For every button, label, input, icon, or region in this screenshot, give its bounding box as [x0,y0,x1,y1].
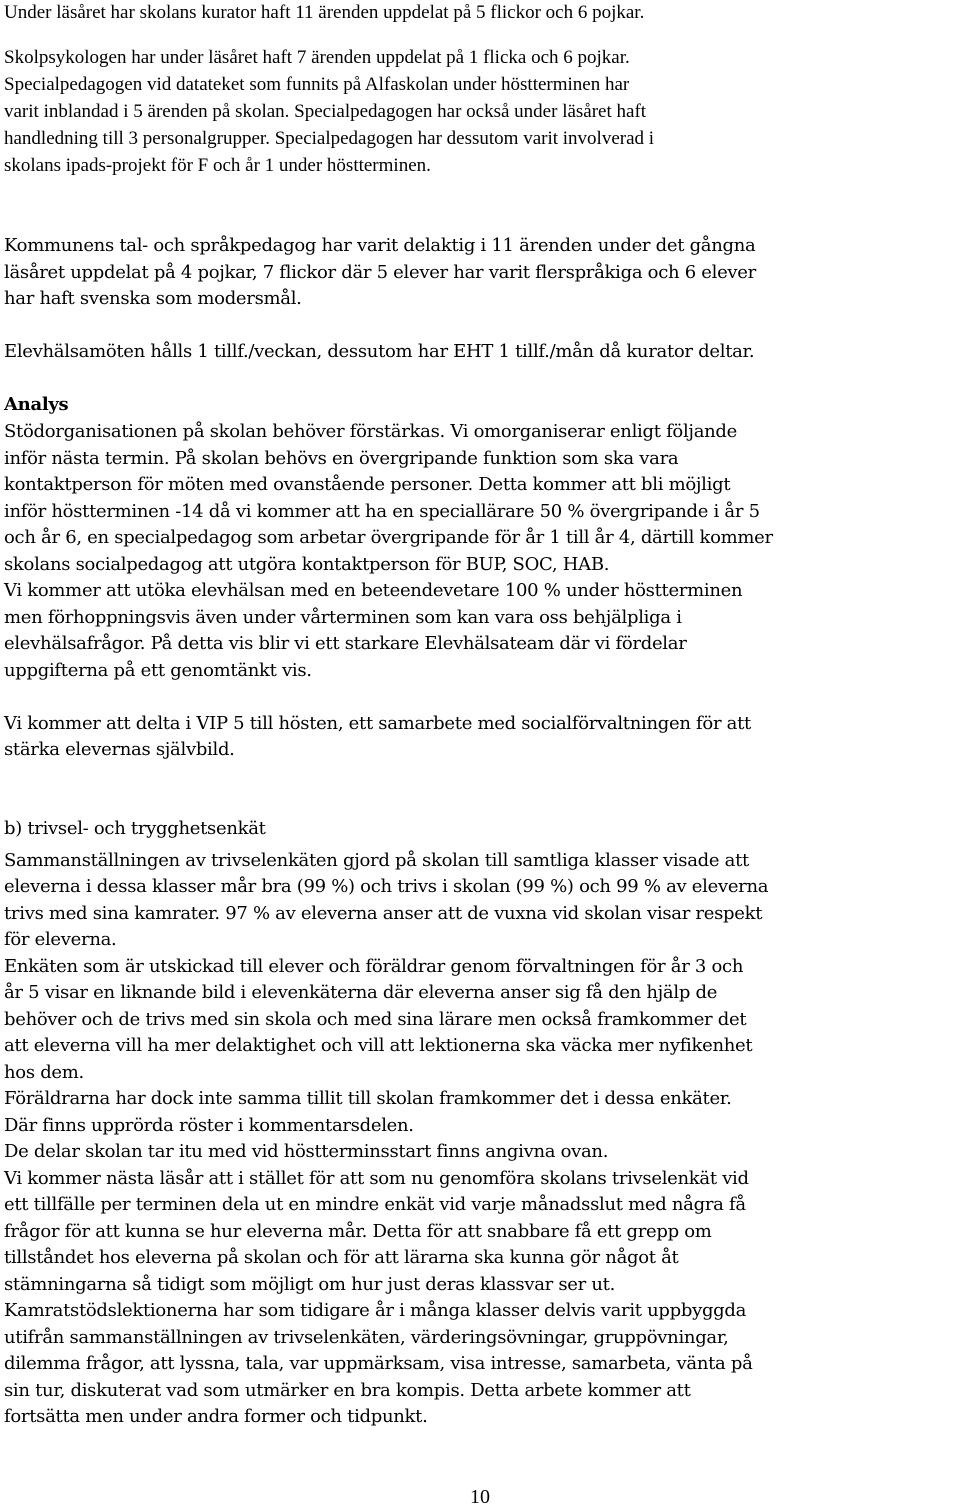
section-heading-analys: Analys [4,394,69,415]
paragraph-line: skolans ipads-projekt för F och år 1 under höstterminen. [4,155,431,176]
paragraph-line: eleverna i dessa klasser mår bra (99 %) och trivs i skolan (99 %) och 99 % av eleverna [4,876,769,897]
paragraph-line: men förhoppningsvis även under vårterminen som kan vara oss behjälpliga i [4,607,682,628]
paragraph-line: för eleverna. [4,929,117,950]
paragraph-line: De delar skolan tar itu med vid höstterminsstart finns angivna ovan. [4,1141,609,1162]
paragraph-line: elevhälsafrågor. På detta vis blir vi ett starkare Elevhälsateam där vi fördelar [4,633,687,654]
paragraph-line: år 5 visar en liknande bild i elevenkäterna där eleverna anser sig få den hjälp de [4,982,718,1003]
paragraph-line: ett tillfälle per terminen dela ut en mindre enkät vid varje månadsslut med några få [4,1194,746,1215]
paragraph-line: frågor för att kunna se hur eleverna mår. Detta för att snabbare få ett grepp om [4,1221,712,1242]
paragraph-line: Kamratstödslektionerna har som tidigare år i många klasser delvis varit uppbyggda [4,1300,747,1321]
paragraph-line: att eleverna vill ha mer delaktighet och vill att lektionerna ska väcka mer nyfikenhet [4,1035,753,1056]
paragraph-line: har haft svenska som modersmål. [4,288,302,309]
section-heading-b: b) trivsel- och trygghetsenkät [4,818,266,839]
paragraph-line: varit inblandad i 5 ärenden på skolan. Specialpedagogen har också under läsåret haft [4,101,647,122]
paragraph-line: Vi kommer nästa läsår att i stället för att som nu genomföra skolans trivselenkät vid [4,1168,749,1189]
paragraph-line: fortsätta men under andra former och tidpunkt. [4,1406,428,1427]
paragraph-line: Vi kommer att delta i VIP 5 till hösten, ett samarbete med socialförvaltningen för att [4,713,751,734]
paragraph-line: Sammanställningen av trivselenkäten gjord på skolan till samtliga klasser visade att [4,850,749,871]
paragraph-line: stämningarna så tidigt som möjligt om hur just deras klassvar ser ut. [4,1274,616,1295]
paragraph-line: inför nästa termin. På skolan behövs en övergripande funktion som ska vara [4,448,679,469]
paragraph-line: stärka elevernas självbild. [4,739,235,760]
paragraph-line: kontaktperson för möten med ovanstående personer. Detta kommer att bli möjligt [4,474,731,495]
paragraph-line: Stödorganisationen på skolan behöver förstärkas. Vi omorganiserar enligt följande [4,421,738,442]
paragraph-line: utifrån sammanställningen av trivselenkäten, värderingsövningar, gruppövningar, [4,1327,729,1348]
paragraph-line: tillståndet hos eleverna på skolan och för att lärarna ska kunna gör något åt [4,1247,679,1268]
paragraph-line: Skolpsykologen har under läsåret haft 7 ärenden uppdelat på 1 flicka och 6 pojkar. [4,47,630,68]
paragraph-line: dilemma frågor, att lyssna, tala, var uppmärksam, visa intresse, samarbeta, vänta på [4,1353,753,1374]
paragraph-line: skolans socialpedagog att utgöra kontaktperson för BUP, SOC, HAB. [4,554,610,575]
paragraph-line: handledning till 3 personalgrupper. Specialpedagogen har dessutom varit involverad i [4,128,655,149]
paragraph-line: Enkäten som är utskickad till elever och föräldrar genom förvaltningen för år 3 och [4,956,744,977]
page-number: 10 [470,1486,490,1508]
paragraph-line: behöver och de trivs med sin skola och med sina lärare men också framkommer det [4,1009,747,1030]
paragraph-line: och år 6, en specialpedagog som arbetar övergripande för år 1 till år 4, därtill kommer [4,527,773,548]
paragraph-line: Elevhälsamöten hålls 1 tillf./veckan, dessutom har EHT 1 tillf./mån då kurator deltar. [4,341,755,362]
paragraph-line: Kommunens tal- och språkpedagog har varit delaktig i 11 ärenden under det gångna [4,235,756,256]
paragraph-line: Specialpedagogen vid datateket som funnits på Alfaskolan under höstterminen har [4,74,630,95]
paragraph-line: Under läsåret har skolans kurator haft 11 ärenden uppdelat på 5 flickor och 6 pojkar. [4,2,645,23]
paragraph-line: Vi kommer att utöka elevhälsan med en beteendevetare 100 % under höstterminen [4,580,743,601]
paragraph-line: Föräldrarna har dock inte samma tillit till skolan framkommer det i dessa enkäter. [4,1088,732,1109]
paragraph-line: sin tur, diskuterat vad som utmärker en bra kompis. Detta arbete kommer att [4,1380,691,1401]
paragraph-line: läsåret uppdelat på 4 pojkar, 7 flickor där 5 elever har varit flerspråkiga och 6 elever [4,262,756,283]
paragraph-line: trivs med sina kamrater. 97 % av eleverna anser att de vuxna vid skolan visar respekt [4,903,763,924]
paragraph-line: uppgifterna på ett genomtänkt vis. [4,660,312,681]
paragraph-line: Där finns upprörda röster i kommentarsdelen. [4,1115,414,1136]
paragraph-line: hos dem. [4,1062,84,1083]
paragraph-line: inför höstterminen -14 då vi kommer att ha en speciallärare 50 % övergripande i år 5 [4,501,760,522]
